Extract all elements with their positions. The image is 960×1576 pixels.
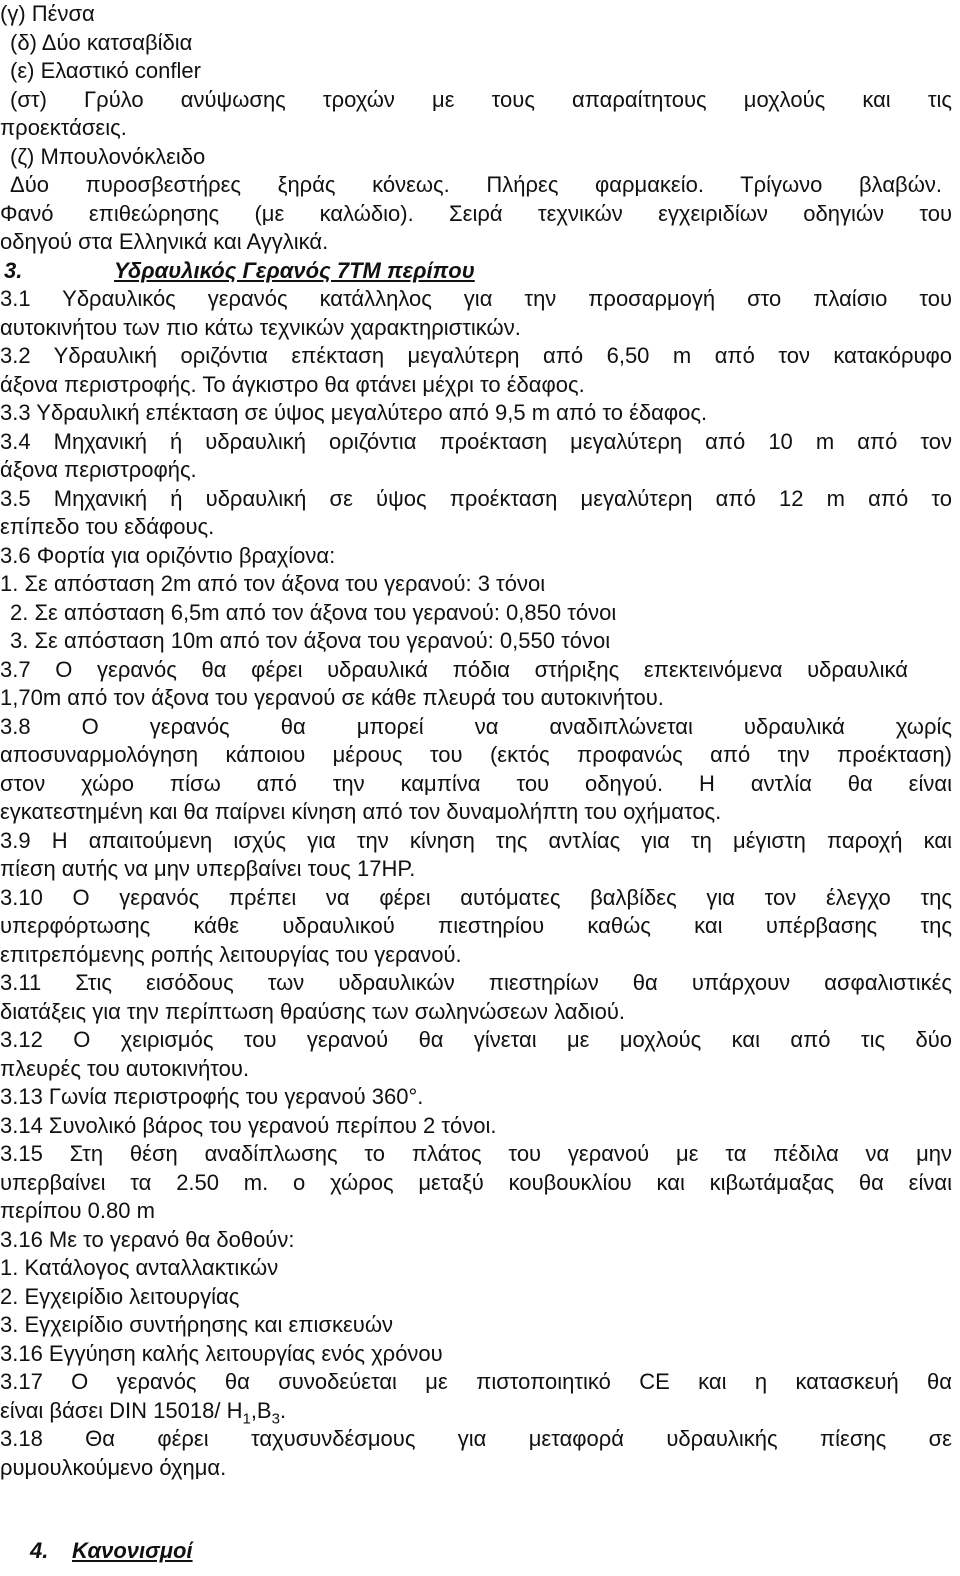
clause-3-13: 3.13 Γωνία περιστροφής του γερανού 360°.: [0, 1084, 424, 1109]
deliverable-item-3: 3. Εγχειρίδιο συντήρησης και επισκευών: [0, 1312, 393, 1337]
clause-3-16: 3.16 Με το γερανό θα δοθούν:: [0, 1226, 295, 1252]
clause-3-8-line-1: 3.8 Ο γερανός θα μπορεί να αναδιπλώνεται υδραυλικά χωρίς: [0, 713, 952, 739]
clause-3-14: 3.14 Συνολικό βάρος του γερανού περίπου 2 τόνοι.: [0, 1112, 497, 1138]
list-item-d: (δ) Δύο κατσαβίδια: [10, 29, 193, 55]
load-item-2: 2. Σε απόσταση 6,5m από τον άξονα του γερανού: 0,850 τόνοι: [10, 599, 617, 625]
load-item-3: 3. Σε απόσταση 10m από τον άξονα του γερανού: 0,550 τόνοι: [10, 628, 611, 653]
clause-3-7-line-2: 1,70m από τον άξονα του γερανού σε κάθε πλευρά του αυτοκινήτου.: [0, 685, 664, 710]
clause-3-7-line-1: 3.7 Ο γερανός θα φέρει υδραυλικά πόδια στήριξης επεκτεινόμενα υδραυλικά: [0, 656, 908, 682]
clause-3-1-line-1: 3.1 Υδραυλικός γερανός κατάλληλος για την προσαρμογή στο πλαίσιο του: [0, 286, 952, 311]
standard-text-mid: ,B: [250, 1397, 272, 1423]
clause-3-11-line-1: 3.11 Στις εισόδους των υδραυλικών πιεστηρίων θα υπάρχουν ασφαλιστικές: [0, 970, 952, 995]
clause-3-1-line-2: αυτοκινήτου των πιο κάτω τεχνικών χαρακτηριστικών.: [0, 314, 521, 340]
section-3-title: Υδραυλικός Γερανός 7ΤΜ περίπου: [114, 257, 475, 283]
section-4-number: 4.: [30, 1538, 49, 1563]
load-item-1: 1. Σε απόσταση 2m από τον άξονα του γερανού: 3 τόνοι: [0, 571, 546, 596]
clause-3-5-line-1: 3.5 Μηχανική ή υδραυλική σε ύψος προέκταση μεγαλύτερη από 12 m από το: [0, 485, 952, 511]
section-4-heading: [30, 1537, 193, 1566]
clause-3-17-line-1: 3.17 Ο γερανός θα συνοδεύεται με πιστοποιητικό CE και η κατασκευή θα: [0, 1369, 952, 1394]
clause-3-10-line-3: επιτρεπόμενης ροπής λειτουργίας του γερανού.: [0, 941, 462, 967]
clause-3-10-line-1: 3.10 Ο γερανός πρέπει να φέρει αυτόματες βαλβίδες για τον έλεγχο της: [0, 884, 952, 910]
list-item-st-cont: προεκτάσεις.: [0, 115, 127, 140]
standard-text-end: .: [279, 1397, 287, 1423]
deliverable-item-2: 2. Εγχειρίδιο λειτουργίας: [0, 1283, 240, 1309]
clause-3-10-line-2: υπερφόρτωσης κάθε υδραυλικού πιεστηρίου καθώς και υπέρβασης της: [0, 913, 952, 938]
clause-3-11-line-2: διατάξεις για την περίπτωση θραύσης των σωληνώσεων λαδιού.: [0, 998, 626, 1024]
clause-3-9-line-2: πίεση αυτής να μην υπερβαίνει τους 17HP.: [0, 856, 416, 881]
clause-3-8-line-4: εγκατεστημένη και θα παίρνει κίνηση από τον δυναμολήπτη του οχήματος.: [0, 799, 722, 824]
list-item-e: (ε) Ελαστικό confler: [10, 58, 201, 83]
clause-3-9-line-1: 3.9 Η απαιτούμενη ισχύς για την κίνηση της αντλίας για τη μέγιστη παροχή και: [0, 827, 952, 853]
clause-3-5-line-2: επίπεδο του εδάφους.: [0, 514, 215, 539]
standard-text: είναι βάσει DIN 15018/ H: [0, 1397, 243, 1423]
clause-3-17-line-2: [0, 1397, 286, 1426]
clause-3-15-line-3: περίπου 0.80 m: [0, 1198, 155, 1223]
subscript-1: 1: [242, 1409, 251, 1427]
equipment-paragraph-line-2: Φανό επιθεώρησης (με καλώδιο). Σειρά τεχνικών εγχειριδίων οδηγιών του: [0, 200, 952, 226]
subscript-3: 3: [271, 1409, 280, 1427]
clause-3-12-line-2: πλευρές του αυτοκινήτου.: [0, 1055, 250, 1081]
clause-3-6: 3.6 Φορτία για οριζόντιο βραχίονα:: [0, 542, 336, 568]
equipment-paragraph-line-3: οδηγού στα Ελληνικά και Αγγλικά.: [0, 229, 329, 254]
list-item-z: (ζ) Μπουλονόκλειδο: [10, 143, 206, 169]
clause-3-3: 3.3 Υδραυλική επέκταση σε ύψος μεγαλύτερο από 9,5 m από το έδαφος.: [0, 400, 708, 425]
equipment-paragraph-line-1: Δύο πυροσβεστήρες ξηράς κόνεως. Πλήρες φαρμακείο. Τρίγωνο βλαβών.: [10, 172, 942, 197]
clause-3-4-line-2: άξονα περιστροφής.: [0, 457, 197, 482]
clause-3-18-line-2: ρυμουλκούμενο όχημα.: [0, 1454, 227, 1480]
clause-3-18-line-1: 3.18 Θα φέρει ταχυσυνδέσμους για μεταφορά υδραυλικής πίεσης σε: [0, 1426, 952, 1451]
section-3-heading: [4, 257, 475, 286]
clause-3-8-line-3: στον χώρο πίσω από την καμπίνα του οδηγού. Η αντλία θα είναι: [0, 770, 952, 796]
section-3-number: 3.: [4, 257, 23, 283]
clause-3-8-line-2: αποσυναρμολόγηση κάποιου μέρους του (εκτός προφανώς από την προέκταση): [0, 742, 952, 767]
list-item-st: (στ) Γρύλο ανύψωσης τροχών με τους απαραίτητους μοχλούς και τις: [10, 86, 952, 112]
clause-3-15-line-1: 3.15 Στη θέση αναδίπλωσης το πλάτος του γερανού με τα πέδιλα να μην: [0, 1141, 952, 1166]
list-item-g: (γ) Πένσα: [0, 1, 95, 26]
deliverable-item-1: 1. Κατάλογος ανταλλακτικών: [0, 1255, 279, 1280]
section-4-title: Κανονισμοί: [72, 1538, 193, 1563]
clause-3-15-line-2: υπερβαίνει τα 2.50 m. ο χώρος μεταξύ κουβουκλίου και κιβωτάμαξας θα είναι: [0, 1169, 952, 1195]
clause-3-2-line-1: 3.2 Υδραυλική οριζόντια επέκταση μεγαλύτερη από 6,50 m από τον κατακόρυφο: [0, 343, 952, 368]
clause-3-12-line-1: 3.12 Ο χειρισμός του γερανού θα γίνεται με μοχλούς και από τις δύο: [0, 1027, 952, 1052]
clause-3-4-line-1: 3.4 Μηχανική ή υδραυλική οριζόντια προέκταση μεγαλύτερη από 10 m από τον: [0, 428, 952, 454]
clause-3-16-warranty: 3.16 Εγγύηση καλής λειτουργίας ενός χρόνου: [0, 1340, 443, 1366]
clause-3-2-line-2: άξονα περιστροφής. Το άγκιστρο θα φτάνει μέχρι το έδαφος.: [0, 371, 585, 397]
